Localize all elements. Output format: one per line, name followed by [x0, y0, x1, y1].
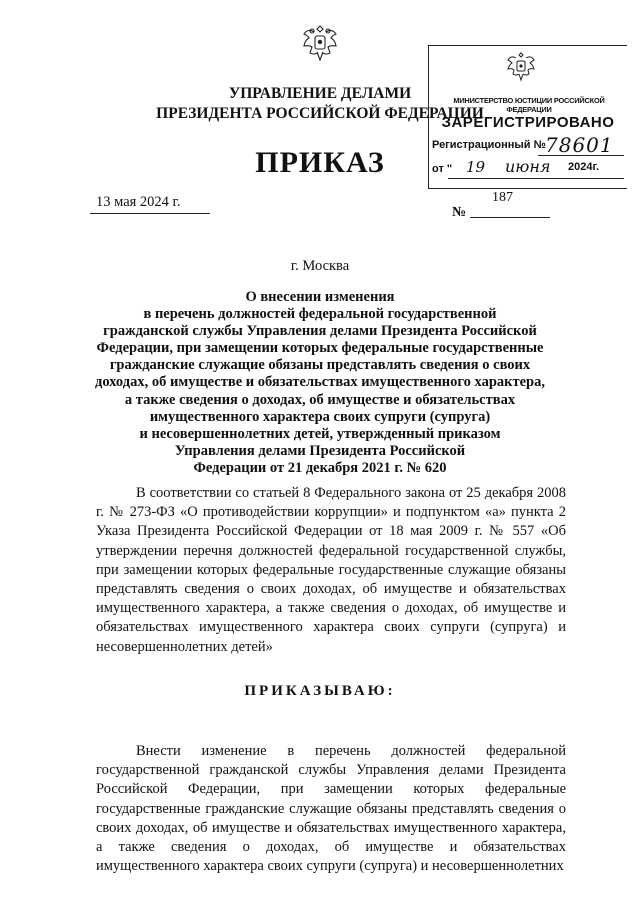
heading-line: и несовершеннолетних детей, утвержденный приказом [139, 425, 501, 442]
heading-line: а также сведения о доходах, об имуществе и обязательствах [124, 391, 516, 408]
stamp-regnum-label: Регистрационный № [432, 139, 546, 151]
number-underline [470, 217, 550, 218]
order-word: ПРИКАЗЫВАЮ: [244, 683, 396, 699]
heading-line: Федерации, при замещении которых федеральные государственные [96, 340, 544, 357]
stamp-year: 2024г. [568, 161, 600, 173]
document-number: 187 [492, 190, 513, 205]
city: г. Москва [290, 258, 350, 274]
stamp-regnum: 78601 [545, 133, 614, 157]
heading-line: гражданской службы Управления делами Президента Российской [103, 323, 537, 340]
date-underline [90, 213, 210, 214]
number-sign: № [452, 205, 467, 220]
heading-line: Управления делами Президента Российской [174, 442, 466, 459]
state-emblem-icon [300, 22, 340, 66]
stamp-ministry: МИНИСТЕРСТВО ЮСТИЦИИ РОССИЙСКОЙ ФЕДЕРАЦИИ [453, 96, 605, 114]
heading-line: имущественного характера своих супруги (супруга) [149, 408, 491, 425]
document-date: 13 мая 2024 г. [96, 194, 181, 210]
heading-line: в перечень должностей федеральной государственной [143, 306, 497, 323]
heading-line: доходах, об имуществе и обязательствах имущественного характера, [95, 374, 545, 391]
order-heading [85, 289, 555, 477]
stamp-date-line [448, 178, 624, 179]
heading-line: гражданские служащие обязаны представлять сведения о своих [109, 357, 531, 374]
stamp-regnum-line [538, 155, 624, 156]
stamp-month: июня [505, 157, 551, 176]
stamp-day: 19 [466, 158, 486, 176]
stamp-from-label: от " [432, 163, 453, 175]
organization-name-line1: УПРАВЛЕНИЕ ДЕЛАМИ [228, 85, 412, 102]
stamp-emblem-icon [506, 50, 536, 84]
order-paragraph-1: Внести изменение в перечень должностей федеральной государственной гражданской службы Управления делами Президента Российской Федерации, при замещении которых федеральные государственные гражданские служащие обязаны представлять сведения о своих доходах, об имуществе и обязательствах имущественного характера, а также сведения о доходах, об имуществе и обязательствах имущественного характера своих супруги (супруга) и несовершеннолетних [96, 743, 566, 875]
stamp-registered: ЗАРЕГИСТРИРОВАНО [441, 114, 615, 131]
preamble-paragraph: В соответствии со статьей 8 Федерального закона от 25 декабря 2008 г. № 273-ФЗ «О противодействии коррупции» и подпунктом «а» пункта 2 Указа Президента Российской Федерации от 18 мая 2009 г. № 557 «Об утверждении перечня должностей федеральной государственной службы, при замещении которых федеральные государственные служащие обязаны представлять сведения о своих доходах, об имуществе и обязательствах имущественного характера, а также сведения о доходах, об имуществе и обязательствах имущественного характера своих супруги (супруга) и несовершеннолетних детей» [96, 485, 566, 655]
document-type: ПРИКАЗ [255, 146, 385, 179]
organization-name-line2: ПРЕЗИДЕНТА РОССИЙСКОЙ ФЕДЕРАЦИИ [156, 105, 484, 122]
heading-line: О внесении изменения [245, 289, 395, 305]
heading-line: Федерации от 21 декабря 2021 г. № 620 [193, 459, 447, 476]
